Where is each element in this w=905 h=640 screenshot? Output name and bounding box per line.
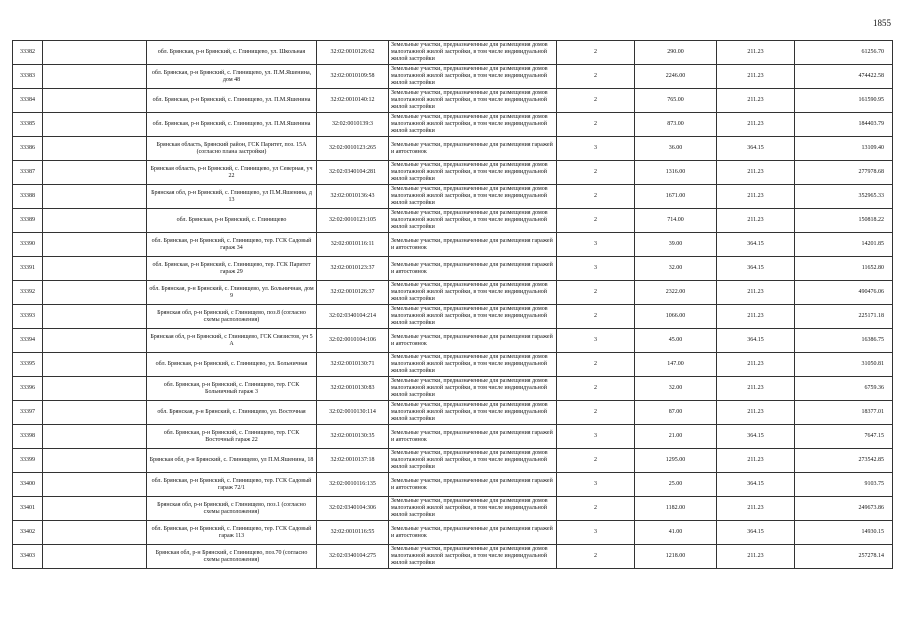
table-row xyxy=(13,449,893,473)
area-cell: 1295.00 xyxy=(635,449,717,473)
row-number-cell: 33397 xyxy=(13,401,43,425)
table-row xyxy=(13,305,893,329)
specific-value-cell: 211.23 xyxy=(717,377,795,401)
row-number-cell: 33392 xyxy=(13,281,43,305)
land-purpose-cell: Земельные участки, предназначенные для размещения гаражей и автостоянок xyxy=(389,425,557,449)
table-row xyxy=(13,521,893,545)
blank-cell xyxy=(43,89,147,113)
area-cell: 765.00 xyxy=(635,89,717,113)
land-purpose-cell: Земельные участки, предназначенные для размещения гаражей и автостоянок xyxy=(389,329,557,353)
land-purpose-cell: Земельные участки, предназначенные для размещения домов малоэтажной жилой застройки, в том числе индивидуальной жилой застройки xyxy=(389,209,557,233)
specific-value-cell: 211.23 xyxy=(717,161,795,185)
cadastral-number-cell: 32:02:0010130:35 xyxy=(317,425,389,449)
specific-value-cell: 211.23 xyxy=(717,401,795,425)
area-cell: 25.00 xyxy=(635,473,717,497)
cadastral-number-cell: 32:02:0010126:62 xyxy=(317,41,389,65)
blank-cell xyxy=(43,257,147,281)
blank-cell xyxy=(43,377,147,401)
cadastral-value-cell: 61256.70 xyxy=(795,41,893,65)
area-cell: 21.00 xyxy=(635,425,717,449)
table-row xyxy=(13,329,893,353)
land-purpose-cell: Земельные участки, предназначенные для размещения гаражей и автостоянок xyxy=(389,473,557,497)
address-cell: обл. Брянская, р-н Брянский, с. Глинищево xyxy=(147,209,317,233)
specific-value-cell: 211.23 xyxy=(717,305,795,329)
area-cell: 147.00 xyxy=(635,353,717,377)
address-cell: Брянская область, р-н Брянский, с. Глинищево, ул Северная, уч 22 xyxy=(147,161,317,185)
group-number-cell: 2 xyxy=(557,65,635,89)
specific-value-cell: 211.23 xyxy=(717,353,795,377)
group-number-cell: 2 xyxy=(557,41,635,65)
row-number-cell: 33396 xyxy=(13,377,43,401)
cadastral-value-table xyxy=(12,40,893,569)
area-cell: 2322.00 xyxy=(635,281,717,305)
cadastral-number-cell: 32:02:0340104:306 xyxy=(317,497,389,521)
row-number-cell: 33388 xyxy=(13,185,43,209)
table-row xyxy=(13,209,893,233)
cadastral-number-cell: 32:02:0010130:83 xyxy=(317,377,389,401)
address-cell: Брянская обл, р-н Брянский, с. Глинищево, ул П.М.Яшенина, 18 xyxy=(147,449,317,473)
blank-cell xyxy=(43,185,147,209)
cadastral-value-cell: 11652.80 xyxy=(795,257,893,281)
table-row xyxy=(13,401,893,425)
area-cell: 873.00 xyxy=(635,113,717,137)
cadastral-number-cell: 32:02:0010123:37 xyxy=(317,257,389,281)
specific-value-cell: 211.23 xyxy=(717,41,795,65)
cadastral-number-cell: 32:02:0340104:214 xyxy=(317,305,389,329)
cadastral-number-cell: 32:02:0340104:281 xyxy=(317,161,389,185)
land-purpose-cell: Земельные участки, предназначенные для размещения домов малоэтажной жилой застройки, в том числе индивидуальной жилой застройки xyxy=(389,89,557,113)
group-number-cell: 2 xyxy=(557,353,635,377)
blank-cell xyxy=(43,113,147,137)
address-cell: обл. Брянская, р-н Брянский, с. Глинищево, тер. ГСК Восточный гараж 22 xyxy=(147,425,317,449)
cadastral-value-cell: 31050.81 xyxy=(795,353,893,377)
group-number-cell: 3 xyxy=(557,329,635,353)
group-number-cell: 3 xyxy=(557,425,635,449)
address-cell: Брянская обл, р-н Брянский, с Глинищево, поз.70 (согласно схемы расположения) xyxy=(147,545,317,569)
group-number-cell: 2 xyxy=(557,185,635,209)
table-row xyxy=(13,377,893,401)
cadastral-value-cell: 249673.86 xyxy=(795,497,893,521)
group-number-cell: 3 xyxy=(557,257,635,281)
row-number-cell: 33399 xyxy=(13,449,43,473)
group-number-cell: 3 xyxy=(557,521,635,545)
address-cell: обл. Брянская, р-н Брянский, с. Глинищево, тер. ГСК Садовый гараж 72/1 xyxy=(147,473,317,497)
cadastral-value-cell: 16386.75 xyxy=(795,329,893,353)
row-number-cell: 33403 xyxy=(13,545,43,569)
row-number-cell: 33382 xyxy=(13,41,43,65)
blank-cell xyxy=(43,209,147,233)
blank-cell xyxy=(43,65,147,89)
address-cell: Брянская обл, р-н Брянский, с Глинищево, ГСК Связистов, уч 5 А xyxy=(147,329,317,353)
area-cell: 39.00 xyxy=(635,233,717,257)
blank-cell xyxy=(43,449,147,473)
row-number-cell: 33391 xyxy=(13,257,43,281)
cadastral-number-cell: 32:02:0010126:37 xyxy=(317,281,389,305)
area-cell: 290.00 xyxy=(635,41,717,65)
area-cell: 1182.00 xyxy=(635,497,717,521)
blank-cell xyxy=(43,329,147,353)
cadastral-number-cell: 32:02:0010104:106 xyxy=(317,329,389,353)
area-cell: 87.00 xyxy=(635,401,717,425)
blank-cell xyxy=(43,41,147,65)
blank-cell xyxy=(43,545,147,569)
row-number-cell: 33400 xyxy=(13,473,43,497)
row-number-cell: 33385 xyxy=(13,113,43,137)
group-number-cell: 2 xyxy=(557,305,635,329)
land-purpose-cell: Земельные участки, предназначенные для размещения домов малоэтажной жилой застройки, в том числе индивидуальной жилой застройки xyxy=(389,377,557,401)
area-cell: 36.00 xyxy=(635,137,717,161)
specific-value-cell: 211.23 xyxy=(717,185,795,209)
land-purpose-cell: Земельные участки, предназначенные для размещения гаражей и автостоянок xyxy=(389,233,557,257)
specific-value-cell: 364.15 xyxy=(717,329,795,353)
cadastral-value-cell: 14930.15 xyxy=(795,521,893,545)
blank-cell xyxy=(43,401,147,425)
land-purpose-cell: Земельные участки, предназначенные для размещения домов малоэтажной жилой застройки, в том числе индивидуальной жилой застройки xyxy=(389,305,557,329)
group-number-cell: 2 xyxy=(557,281,635,305)
table-row xyxy=(13,497,893,521)
land-purpose-cell: Земельные участки, предназначенные для размещения гаражей и автостоянок xyxy=(389,521,557,545)
row-number-cell: 33402 xyxy=(13,521,43,545)
row-number-cell: 33384 xyxy=(13,89,43,113)
row-number-cell: 33383 xyxy=(13,65,43,89)
cadastral-value-cell: 7647.15 xyxy=(795,425,893,449)
address-cell: обл. Брянская, р-н Брянский, с. Глинищево, ул. П.М.Яшенина xyxy=(147,113,317,137)
cadastral-value-cell: 474422.58 xyxy=(795,65,893,89)
address-cell: Брянская область, Брянский район, ГСК Паритет, поз. 15А (согласно плана застройки) xyxy=(147,137,317,161)
land-purpose-cell: Земельные участки, предназначенные для размещения домов малоэтажной жилой застройки, в том числе индивидуальной жилой застройки xyxy=(389,449,557,473)
group-number-cell: 2 xyxy=(557,545,635,569)
area-cell: 714.00 xyxy=(635,209,717,233)
specific-value-cell: 364.15 xyxy=(717,137,795,161)
land-purpose-cell: Земельные участки, предназначенные для размещения домов малоэтажной жилой застройки, в том числе индивидуальной жилой застройки xyxy=(389,113,557,137)
area-cell: 41.00 xyxy=(635,521,717,545)
specific-value-cell: 211.23 xyxy=(717,545,795,569)
group-number-cell: 2 xyxy=(557,401,635,425)
blank-cell xyxy=(43,137,147,161)
table-row xyxy=(13,425,893,449)
row-number-cell: 33398 xyxy=(13,425,43,449)
land-purpose-cell: Земельные участки, предназначенные для размещения домов малоэтажной жилой застройки, в том числе индивидуальной жилой застройки xyxy=(389,65,557,89)
cadastral-value-cell: 277978.68 xyxy=(795,161,893,185)
address-cell: Брянская обл, р-н Брянский, с Глинищево, поз.1 (согласно схемы расположения) xyxy=(147,497,317,521)
cadastral-number-cell: 32:02:0340104:275 xyxy=(317,545,389,569)
row-number-cell: 33389 xyxy=(13,209,43,233)
specific-value-cell: 364.15 xyxy=(717,257,795,281)
row-number-cell: 33386 xyxy=(13,137,43,161)
table-row xyxy=(13,233,893,257)
specific-value-cell: 364.15 xyxy=(717,473,795,497)
group-number-cell: 2 xyxy=(557,209,635,233)
address-cell: обл. Брянская, р-н Брянский, с. Глинищево, ул. Школьная xyxy=(147,41,317,65)
cadastral-value-cell: 14201.85 xyxy=(795,233,893,257)
table-row xyxy=(13,161,893,185)
area-cell: 2246.00 xyxy=(635,65,717,89)
cadastral-value-cell: 490476.06 xyxy=(795,281,893,305)
area-cell: 1671.00 xyxy=(635,185,717,209)
table-row xyxy=(13,89,893,113)
table-row xyxy=(13,137,893,161)
group-number-cell: 3 xyxy=(557,233,635,257)
group-number-cell: 2 xyxy=(557,161,635,185)
specific-value-cell: 364.15 xyxy=(717,233,795,257)
specific-value-cell: 211.23 xyxy=(717,209,795,233)
specific-value-cell: 211.23 xyxy=(717,65,795,89)
address-cell: Брянская обл, р-н Брянский, с Глинищево, поз.8 (согласно схемы расположения) xyxy=(147,305,317,329)
page-number: 1855 xyxy=(873,18,891,28)
cadastral-number-cell: 32:02:0010123:105 xyxy=(317,209,389,233)
group-number-cell: 2 xyxy=(557,377,635,401)
table-row xyxy=(13,545,893,569)
address-cell: обл. Брянская, р-н Брянский, с. Глинищево, ул. П.М.Яшенина, дом 48 xyxy=(147,65,317,89)
blank-cell xyxy=(43,281,147,305)
address-cell: обл. Брянская, р-н Брянский, с. Глинищево, ул. Восточная xyxy=(147,401,317,425)
specific-value-cell: 364.15 xyxy=(717,425,795,449)
row-number-cell: 33401 xyxy=(13,497,43,521)
area-cell: 32.00 xyxy=(635,377,717,401)
cadastral-value-cell: 161590.95 xyxy=(795,89,893,113)
specific-value-cell: 211.23 xyxy=(717,89,795,113)
cadastral-value-cell: 352965.33 xyxy=(795,185,893,209)
table-row xyxy=(13,257,893,281)
cadastral-value-cell: 18377.01 xyxy=(795,401,893,425)
cadastral-number-cell: 32:02:0010130:114 xyxy=(317,401,389,425)
land-purpose-cell: Земельные участки, предназначенные для размещения домов малоэтажной жилой застройки, в том числе индивидуальной жилой застройки xyxy=(389,185,557,209)
row-number-cell: 33394 xyxy=(13,329,43,353)
cadastral-number-cell: 32:02:0010123:265 xyxy=(317,137,389,161)
cadastral-number-cell: 32:02:0010116:11 xyxy=(317,233,389,257)
address-cell: обл. Брянская, р-н Брянский, с. Глинищево, тер. ГСК Садовый гараж 113 xyxy=(147,521,317,545)
blank-cell xyxy=(43,161,147,185)
specific-value-cell: 211.23 xyxy=(717,281,795,305)
specific-value-cell: 211.23 xyxy=(717,449,795,473)
cadastral-number-cell: 32:02:0010137:18 xyxy=(317,449,389,473)
land-purpose-cell: Земельные участки, предназначенные для размещения домов малоэтажной жилой застройки, в том числе индивидуальной жилой застройки xyxy=(389,545,557,569)
table-row xyxy=(13,185,893,209)
cadastral-value-cell: 9103.75 xyxy=(795,473,893,497)
cadastral-value-cell: 273542.85 xyxy=(795,449,893,473)
group-number-cell: 3 xyxy=(557,137,635,161)
area-cell: 1218.00 xyxy=(635,545,717,569)
blank-cell xyxy=(43,497,147,521)
cadastral-number-cell: 32:02:0010136:43 xyxy=(317,185,389,209)
row-number-cell: 33395 xyxy=(13,353,43,377)
group-number-cell: 2 xyxy=(557,89,635,113)
cadastral-value-cell: 150818.22 xyxy=(795,209,893,233)
table-row xyxy=(13,353,893,377)
land-purpose-cell: Земельные участки, предназначенные для размещения домов малоэтажной жилой застройки, в том числе индивидуальной жилой застройки xyxy=(389,281,557,305)
row-number-cell: 33393 xyxy=(13,305,43,329)
group-number-cell: 2 xyxy=(557,497,635,521)
area-cell: 1066.00 xyxy=(635,305,717,329)
address-cell: обл. Брянская, р-н Брянский, с. Глинищево, тер. ГСК Больничный гараж 3 xyxy=(147,377,317,401)
cadastral-value-cell: 184403.79 xyxy=(795,113,893,137)
specific-value-cell: 211.23 xyxy=(717,113,795,137)
area-cell: 45.00 xyxy=(635,329,717,353)
address-cell: обл. Брянская, р-н Брянский, с. Глинищево, ул. Больничная, дом 9 xyxy=(147,281,317,305)
cadastral-number-cell: 32:02:0010140:12 xyxy=(317,89,389,113)
row-number-cell: 33390 xyxy=(13,233,43,257)
row-number-cell: 33387 xyxy=(13,161,43,185)
land-purpose-cell: Земельные участки, предназначенные для размещения домов малоэтажной жилой застройки, в том числе индивидуальной жилой застройки xyxy=(389,161,557,185)
cadastral-value-cell: 257278.14 xyxy=(795,545,893,569)
address-cell: обл. Брянская, р-н Брянский, с. Глинищево, ул. Больничная xyxy=(147,353,317,377)
cadastral-number-cell: 32:02:0010139:3 xyxy=(317,113,389,137)
blank-cell xyxy=(43,425,147,449)
blank-cell xyxy=(43,305,147,329)
land-purpose-cell: Земельные участки, предназначенные для размещения домов малоэтажной жилой застройки, в том числе индивидуальной жилой застройки xyxy=(389,401,557,425)
address-cell: обл. Брянская, р-н Брянский, с. Глинищево, тер. ГСК Садовый гараж 34 xyxy=(147,233,317,257)
land-purpose-cell: Земельные участки, предназначенные для размещения домов малоэтажной жилой застройки, в том числе индивидуальной жилой застройки xyxy=(389,353,557,377)
specific-value-cell: 364.15 xyxy=(717,521,795,545)
land-purpose-cell: Земельные участки, предназначенные для размещения домов малоэтажной жилой застройки, в том числе индивидуальной жилой застройки xyxy=(389,41,557,65)
land-purpose-cell: Земельные участки, предназначенные для размещения домов малоэтажной жилой застройки, в том числе индивидуальной жилой застройки xyxy=(389,497,557,521)
address-cell: обл. Брянская, р-н Брянский, с. Глинищево, ул. П.М.Яшенина xyxy=(147,89,317,113)
group-number-cell: 2 xyxy=(557,113,635,137)
cadastral-number-cell: 32:02:0010116:55 xyxy=(317,521,389,545)
area-cell: 32.00 xyxy=(635,257,717,281)
table-row xyxy=(13,41,893,65)
address-cell: обл. Брянская, р-н Брянский, с. Глинищево, тер. ГСК Паритет гараж 29 xyxy=(147,257,317,281)
specific-value-cell: 211.23 xyxy=(717,497,795,521)
land-purpose-cell: Земельные участки, предназначенные для размещения гаражей и автостоянок xyxy=(389,137,557,161)
land-purpose-cell: Земельные участки, предназначенные для размещения гаражей и автостоянок xyxy=(389,257,557,281)
cadastral-value-cell: 13109.40 xyxy=(795,137,893,161)
group-number-cell: 3 xyxy=(557,473,635,497)
table-row xyxy=(13,113,893,137)
table-row xyxy=(13,65,893,89)
cadastral-value-cell: 225171.18 xyxy=(795,305,893,329)
group-number-cell: 2 xyxy=(557,449,635,473)
table-row xyxy=(13,473,893,497)
cadastral-number-cell: 32:02:0010116:135 xyxy=(317,473,389,497)
blank-cell xyxy=(43,233,147,257)
address-cell: Брянская обл, р-н Брянский, с. Глинищево, ул П.М.Яшенина, д 13 xyxy=(147,185,317,209)
blank-cell xyxy=(43,473,147,497)
cadastral-number-cell: 32:02:0010130:71 xyxy=(317,353,389,377)
table-body xyxy=(13,41,893,569)
table-row xyxy=(13,281,893,305)
blank-cell xyxy=(43,353,147,377)
area-cell: 1316.00 xyxy=(635,161,717,185)
cadastral-value-cell: 6759.36 xyxy=(795,377,893,401)
cadastral-number-cell: 32:02:0010109:58 xyxy=(317,65,389,89)
blank-cell xyxy=(43,521,147,545)
